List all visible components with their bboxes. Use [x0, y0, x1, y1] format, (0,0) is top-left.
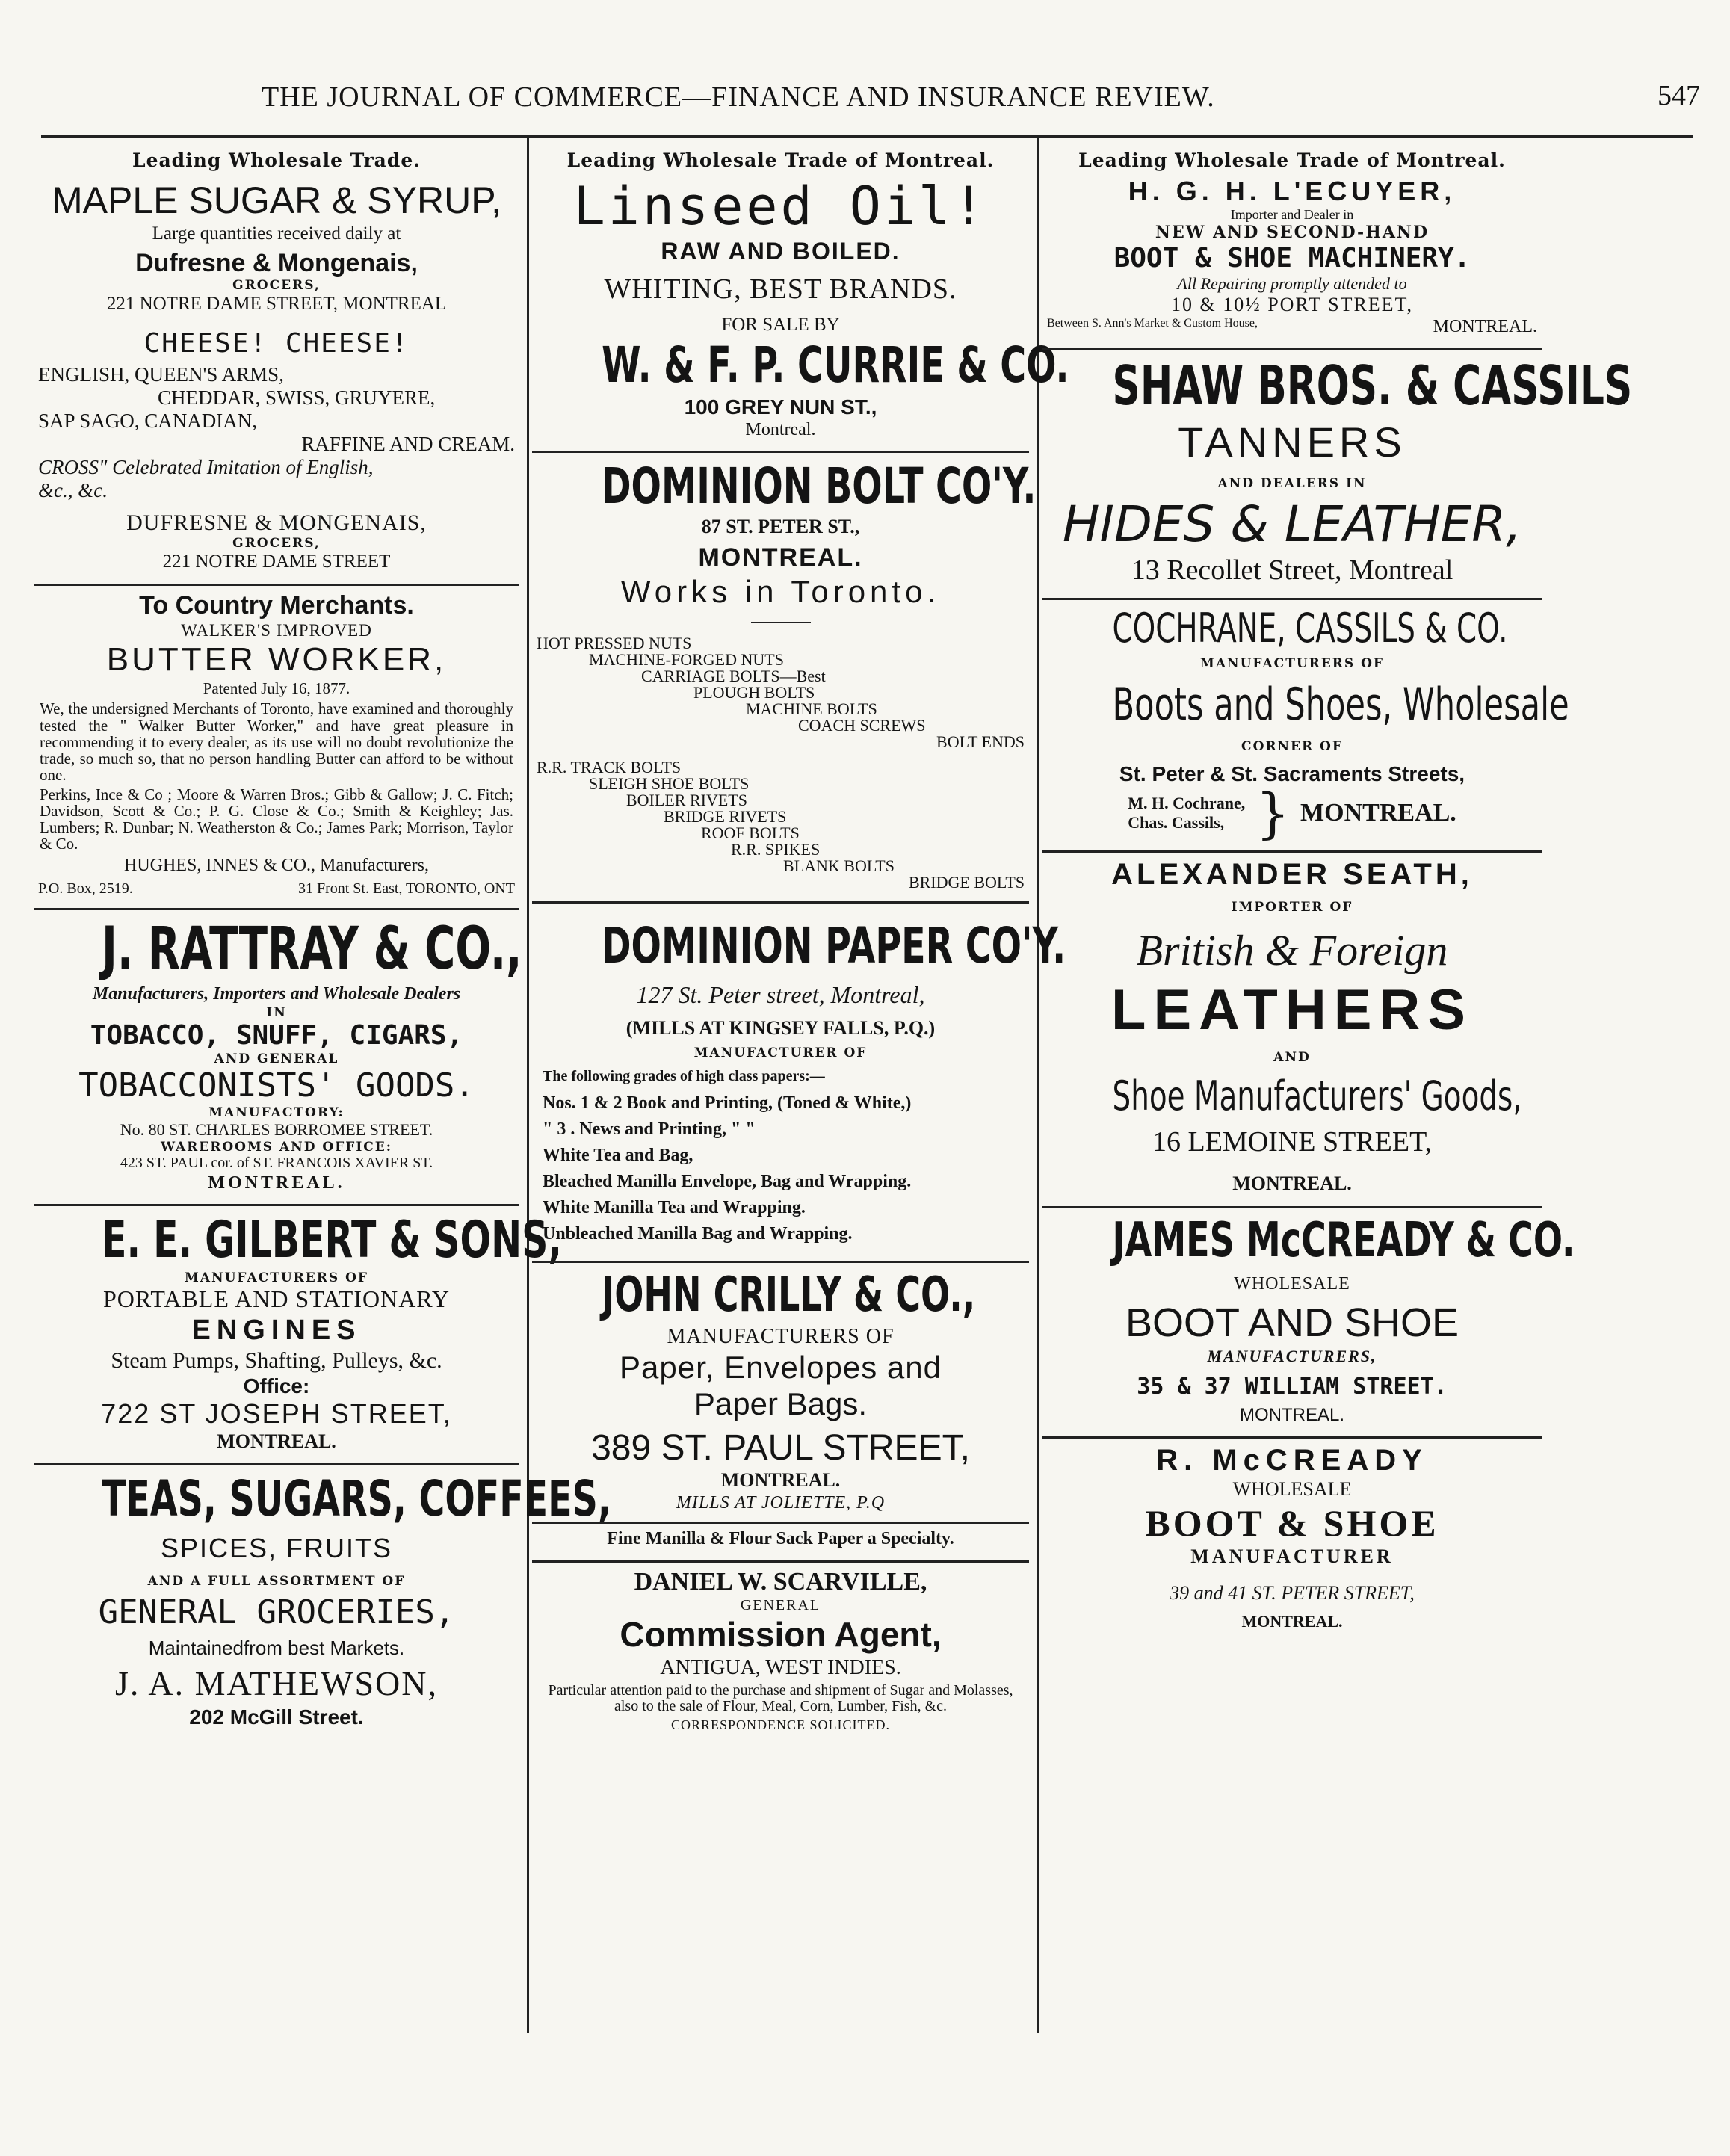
ad-city: MONTREAL.	[1300, 799, 1456, 827]
ad-line: AND GENERAL	[214, 1051, 339, 1067]
ad-line: GENERAL	[740, 1596, 821, 1613]
column-3	[1042, 143, 1633, 2034]
paper-grade: White Tea and Bag,	[543, 1146, 693, 1166]
ad-line: MANUFACTURERS OF	[185, 1270, 368, 1286]
ad-rattray	[34, 910, 522, 1206]
ad-address: 39 and 41 ST. PETER STREET,	[1170, 1581, 1415, 1604]
ad-address: 10 & 10½ PORT STREET,	[1170, 294, 1414, 316]
ad-title: J. RATTRAY & CO.,	[101, 915, 522, 983]
ad-seath	[1042, 853, 1542, 1208]
ad-body: We, the undersigned Merchants of Toronto, have examined and thoroughly tested the " Walker Butter Worker," and have great pleasure in recommending it to every dealer, as its use will no doubt revolutionize the trade, so much so, that no person handling Butter can afford to be without one.	[40, 699, 513, 784]
ad-title: H. G. H. L'ECUYER,	[1128, 176, 1456, 206]
ad-line: MANUFACTURERS OF	[667, 1324, 895, 1348]
ad-address: 35 & 37 WILLIAM STREET.	[1137, 1374, 1448, 1400]
ad-line: RAW AND BOILED.	[661, 237, 900, 265]
ad-city: MONTREAL.	[698, 543, 863, 572]
running-title: THE JOURNAL OF COMMERCE—FINANCE AND INSURANCE REVIEW.	[262, 81, 1215, 113]
ad-line: Boots and Shoes, Wholesale	[1112, 679, 1569, 732]
ad-title: To Country Merchants.	[139, 590, 414, 620]
partner-name: M. H. Cochrane,	[1128, 794, 1246, 813]
bolt-item: SLEIGH SHOE BOLTS	[589, 774, 750, 794]
column-heading: Leading Wholesale Trade of Montreal.	[566, 149, 995, 171]
ad-address: 13 Recollet Street, Montreal	[1131, 554, 1453, 586]
ad-line: IMPORTER OF	[1231, 900, 1353, 915]
ad-gilbert	[34, 1206, 562, 1465]
ad-line: St. Peter & St. Sacraments Streets,	[1119, 762, 1465, 786]
ad-line: AND DEALERS IN	[1217, 475, 1367, 491]
column-heading: Leading Wholesale Trade.	[132, 149, 421, 171]
ad-title: JAMES McCREADY & CO.	[1112, 1212, 1575, 1268]
ad-title: COCHRANE, CASSILS & CO.	[1112, 604, 1508, 652]
ad-maker: HUGHES, INNES & CO., Manufacturers,	[124, 855, 429, 875]
ad-line: Works in Toronto.	[620, 573, 941, 609]
ad-line: NEW AND SECOND-HAND	[1155, 222, 1430, 242]
ad-line: GROCERS,	[232, 536, 321, 552]
ad-mathewson	[34, 1465, 611, 1739]
ad-line: MANUFACTURER OF	[693, 1045, 868, 1061]
ad-dominion-paper	[532, 904, 1066, 1263]
ad-city: Montreal.	[745, 419, 816, 439]
ad-address: 100 GREY NUN ST.,	[684, 395, 877, 418]
ad-line: MANUFACTURER	[1190, 1545, 1394, 1567]
ad-body: Particular attention paid to the purchase and shipment of Sugar and Molasses, also to the sale of Flour, Meal, Corn, Lumber, Fish, &c.	[548, 1681, 1013, 1714]
ad-line: The following grades of high class papers:—	[543, 1068, 825, 1085]
ad-city: MONTREAL.	[1232, 1173, 1352, 1195]
brace-glyph: }	[1255, 782, 1291, 845]
ad-line: P.O. Box, 2519.	[38, 880, 133, 898]
ad-line: CORRESPONDENCE SOLICITED.	[670, 1717, 890, 1732]
ad-title: Linseed Oil!	[573, 176, 988, 237]
ad-city: MONTREAL.	[217, 1430, 336, 1452]
ad-line: MILLS AT JOLIETTE, P.Q	[676, 1492, 886, 1513]
ad-address: 389 ST. PAUL STREET,	[591, 1427, 970, 1468]
ad-title: JOHN CRILLY & CO.,	[602, 1267, 976, 1323]
bolt-item: ROOF BOLTS	[701, 824, 800, 843]
ad-title: CHEESE! CHEESE!	[143, 328, 410, 359]
ad-address: 31 Front St. East, TORONTO, ONT	[297, 880, 515, 898]
ad-line: PORTABLE AND STATIONARY	[103, 1285, 450, 1313]
ad-line: GENERAL GROCERIES,	[98, 1593, 455, 1631]
ad-lecuyer	[1042, 171, 1542, 350]
ad-line: Commission Agent,	[620, 1615, 942, 1655]
paper-grade: Bleached Manilla Envelope, Bag and Wrapping.	[543, 1172, 912, 1192]
ad-line: GROCERS,	[232, 277, 321, 293]
ad-shaw	[1042, 350, 1633, 600]
bolt-item: BRIDGE RIVETS	[664, 807, 787, 827]
ad-line: Paper Bags.	[693, 1386, 868, 1422]
ad-dominion-bolt	[532, 453, 1037, 904]
ad-line: Steam Pumps, Shafting, Pulleys, &c.	[111, 1347, 442, 1373]
ad-city: MONTREAL.	[720, 1469, 841, 1492]
ad-address: 87 ST. PETER ST.,	[701, 515, 860, 537]
paper-grade: Nos. 1 & 2 Book and Printing, (Toned & White,)	[543, 1093, 912, 1113]
ad-james-mccready	[1042, 1208, 1575, 1439]
ad-line: BOOT & SHOE MACHINERY.	[1113, 242, 1471, 274]
bolt-item: MACHINE-FORGED NUTS	[589, 650, 784, 670]
ad-city: MONTREAL.	[208, 1173, 345, 1193]
ad-scarville	[532, 1563, 1029, 1743]
ad-firm: DUFRESNE & MONGENAIS,	[126, 510, 427, 535]
column-divider	[1037, 135, 1039, 2033]
paper-grade: Unbleached Manilla Bag and Wrapping.	[543, 1224, 853, 1244]
ad-line: All Repairing promptly attended to	[1177, 274, 1407, 294]
column-2	[532, 143, 1069, 2034]
bolt-item: HOT PRESSED NUTS	[537, 634, 692, 653]
bolt-item: BOLT ENDS	[936, 732, 1025, 752]
ad-line: HIDES & LEATHER,	[1062, 495, 1522, 553]
ad-line: Maintainedfrom best Markets.	[148, 1636, 405, 1659]
ad-goods: TOBACCONISTS' GOODS.	[78, 1066, 475, 1105]
ad-line: Office:	[243, 1374, 310, 1398]
ad-address: 127 St. Peter street, Montreal,	[636, 980, 925, 1008]
ad-line: CHEDDAR, SWISS, GRUYERE,	[158, 386, 436, 409]
ad-crilly	[532, 1263, 1029, 1563]
ad-line: Shoe Manufacturers' Goods,	[1112, 1072, 1522, 1119]
ad-line: FOR SALE BY	[721, 315, 840, 336]
ad-line: ENGINES	[191, 1315, 362, 1346]
ad-line: RAFFINE AND CREAM.	[301, 432, 515, 455]
ad-address: 202 McGill Street.	[189, 1705, 364, 1729]
bolt-item: BLANK BOLTS	[783, 856, 895, 876]
ad-title: DOMINION PAPER CO'Y.	[602, 917, 1066, 975]
ad-product: BUTTER WORKER,	[106, 640, 447, 678]
ad-currie	[532, 171, 1069, 453]
ad-address: 423 ST. PAUL cor. of ST. FRANCOIS XAVIER ST.	[120, 1155, 433, 1172]
ad-address: 221 NOTRE DAME STREET	[162, 552, 391, 572]
ad-address: No. 80 ST. CHARLES BORROMEE STREET.	[120, 1120, 433, 1140]
ad-line: BOOT AND SHOE	[1125, 1300, 1459, 1345]
ad-title: R. McCREADY	[1156, 1443, 1428, 1477]
ad-firm: Dufresne & Mongenais,	[135, 248, 418, 277]
column-heading: Leading Wholesale Trade of Montreal.	[1078, 149, 1506, 171]
ad-address: 722 ST JOSEPH STREET,	[101, 1398, 452, 1430]
ad-butter-worker	[34, 586, 519, 911]
ad-address: 16 LEMOINE STREET,	[1152, 1126, 1432, 1158]
header-rule	[41, 135, 1693, 138]
ad-line: British & Foreign	[1136, 926, 1448, 975]
bolt-item: PLOUGH BOLTS	[693, 683, 815, 702]
ad-line: (MILLS AT KINGSEY FALLS, P.Q.)	[625, 1016, 936, 1039]
ad-city: MONTREAL.	[1241, 1612, 1343, 1631]
ad-cochrane	[1042, 600, 1569, 853]
ad-line: SAP SAGO, CANADIAN,	[38, 409, 258, 432]
paper-grade: " 3 . News and Printing, " "	[543, 1119, 756, 1140]
ad-title: SHAW BROS. & CASSILS	[1112, 353, 1633, 417]
ad-line: Large quantities received daily at	[152, 223, 401, 244]
ad-line: SPICES, FRUITS	[160, 1533, 393, 1564]
ad-title: DANIEL W. SCARVILLE,	[634, 1567, 927, 1596]
ad-line: AND A FULL ASSORTMENT OF	[147, 1573, 406, 1589]
column-divider	[527, 135, 529, 2033]
ad-title: MAPLE SUGAR & SYRUP,	[51, 179, 502, 221]
bolt-item: BOILER RIVETS	[626, 791, 747, 810]
ad-goods: TOBACCO, SNUFF, CIGARS,	[90, 1019, 463, 1051]
ad-line: ENGLISH, QUEEN'S ARMS,	[38, 362, 284, 386]
ad-line: Importer and Dealer in	[1230, 207, 1354, 223]
ad-line: BOOT & SHOE	[1145, 1501, 1439, 1544]
bolt-item: CARRIAGE BOLTS—Best	[641, 667, 826, 686]
ad-dufresne	[34, 171, 519, 586]
ad-line: CORNER OF	[1241, 739, 1343, 755]
ad-line: MANUFACTURERS OF	[1200, 656, 1384, 672]
ad-line: LEATHERS	[1111, 977, 1473, 1042]
page-header	[45, 75, 1700, 120]
ad-line: WHITING, BEST BRANDS.	[604, 274, 957, 306]
ad-r-mccready	[1042, 1439, 1542, 1642]
ad-line: WHOLESALE	[1232, 1478, 1352, 1501]
ad-city: MONTREAL.	[1433, 316, 1537, 336]
ad-line: CROSS" Celebrated Imitation of English,	[38, 455, 374, 478]
ad-line: MANUFACTORY:	[208, 1105, 345, 1121]
ad-line: WHOLESALE	[1234, 1274, 1350, 1294]
ad-line: WAREROOMS AND OFFICE:	[160, 1140, 393, 1155]
ad-title: DOMINION BOLT CO'Y.	[602, 457, 1037, 515]
partner-name: Chas. Cassils,	[1128, 813, 1225, 833]
bolt-item: COACH SCREWS	[798, 716, 926, 735]
ad-address: 221 NOTRE DAME STREET, MONTREAL	[106, 293, 447, 314]
ad-line: Manufacturers, Importers and Wholesale Dealers	[92, 984, 461, 1004]
ad-body: Perkins, Ince & Co ; Moore & Warren Bros.; Gibb & Gallow; J. C. Fitch; Davidson, Scott & Co.; P. G. Close & Co.; Smith & Keighley; Jas. Lumbers; R. Dunbar; N. Weatherston & Co.; James Park; Morrison, Taylor & Co.	[40, 785, 513, 853]
bolt-item: R.R. TRACK BOLTS	[537, 758, 682, 777]
ad-line: Between S. Ann's Market & Custom House,	[1047, 316, 1258, 330]
short-rule	[751, 622, 811, 623]
ad-title: ALEXANDER SEATH,	[1111, 858, 1473, 892]
ad-firm: W. & F. P. CURRIE & CO.	[602, 336, 1069, 394]
ad-title: TEAS, SUGARS, COFFEES,	[101, 1470, 611, 1528]
ad-title: E. E. GILBERT & SONS,	[101, 1210, 562, 1270]
ad-city: MONTREAL.	[1239, 1404, 1344, 1425]
ad-line: Patented July 16, 1877.	[203, 679, 350, 697]
ad-line: Fine Manilla & Flour Sack Paper a Specialty.	[607, 1529, 954, 1549]
bolt-item: BRIDGE BOLTS	[908, 873, 1025, 892]
ad-line: AND	[1273, 1049, 1311, 1065]
ad-line: ANTIGUA, WEST INDIES.	[660, 1655, 901, 1679]
ad-line: IN	[266, 1004, 287, 1020]
ad-line: TANNERS	[1178, 418, 1406, 466]
paper-grade: White Manilla Tea and Wrapping.	[543, 1198, 806, 1218]
ad-line: &c., &c.	[38, 478, 108, 501]
ad-line: MANUFACTURERS,	[1207, 1347, 1377, 1366]
ad-line: Paper, Envelopes and	[620, 1349, 942, 1385]
bolt-item: MACHINE BOLTS	[746, 699, 877, 719]
page-number: 547	[1658, 80, 1700, 111]
ad-firm: J. A. MATHEWSON,	[115, 1664, 438, 1703]
bolt-item: R.R. SPIKES	[731, 840, 821, 859]
ad-line: WALKER'S IMPROVED	[181, 620, 372, 640]
